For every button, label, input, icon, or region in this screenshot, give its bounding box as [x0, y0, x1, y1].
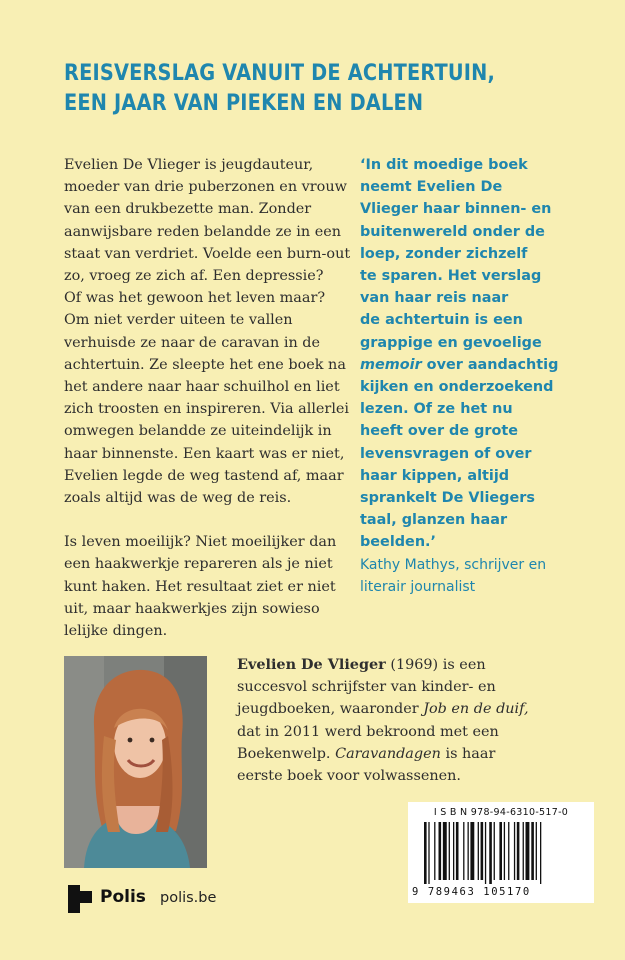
quote-line: de achtertuin is een: [360, 312, 523, 329]
bio-line-1: [237, 654, 597, 676]
blurb-line: aanwijsbare reden belandde ze in een: [64, 223, 342, 240]
blurb-line: Evelien De Vlieger is jeugdauteur,: [64, 157, 314, 173]
author-bio: [237, 654, 597, 787]
barcode-bars: [422, 822, 582, 884]
blurb-line: achtertuin. Ze sleepte het ene boek na: [64, 356, 346, 373]
bio-line-5-rest: is haar: [440, 745, 496, 762]
blurb-line: Evelien legde de weg tastend af, maar: [64, 467, 344, 484]
blurb-line: uit, maar haakwerkjes zijn sowieso: [64, 600, 320, 617]
blurb-line: Of was het gewoon het leven maar?: [64, 290, 326, 307]
polis-logo-icon: [68, 885, 94, 915]
bio-book-title-2: Caravandagen: [335, 745, 441, 762]
blurb-line: een haakwerkje repareren als je niet: [64, 556, 333, 573]
blurb-line: van een drukbezette man. Zonder: [64, 201, 312, 218]
quote-line: haar kippen, altijd: [360, 467, 510, 484]
quote-line: lezen. Of ze het nu: [360, 401, 513, 418]
attribution-line-1: Kathy Mathys, schrijver en: [360, 556, 547, 573]
headline-line-1: REISVERSLAG VANUIT DE ACHTERTUIN,: [64, 60, 496, 86]
quote-line: beelden.’: [360, 534, 436, 551]
bio-line-5-pre: Boekenwelp.: [237, 745, 336, 762]
quote-line: ‘In dit moedige boek: [360, 157, 528, 173]
quote-line: kijken en onderzoekend: [360, 379, 554, 396]
author-portrait-illustration: [64, 656, 207, 868]
quote-after-italic: over aandachtig: [421, 356, 559, 373]
quote-lines: [360, 154, 575, 354]
quote-line: van haar reis naar: [360, 290, 509, 307]
quote-line: buitenwereld onder de: [360, 223, 545, 240]
barcode-digits: 9 789463 105170: [412, 886, 531, 898]
blurb-line: staat van verdriet. Voelde een burn-out: [64, 245, 351, 262]
quote-line: neemt Evelien De: [360, 179, 503, 196]
quote-line: te sparen. Het verslag: [360, 268, 542, 285]
bio-author-name: Evelien De Vlieger: [237, 656, 386, 673]
isbn-text: I S B N 978-94-6310-517-0: [433, 807, 569, 818]
quote-line: levensvragen of over: [360, 445, 532, 462]
bio-line-2: succesvol schrijfster van kinder- en: [237, 679, 496, 696]
blurb: [64, 154, 364, 642]
blurb-paragraph-1: [64, 154, 364, 509]
quote-line: taal, glanzen haar: [360, 512, 508, 529]
quote-italic-word: memoir: [360, 356, 422, 373]
blurb-line: verhuisde ze naar de caravan in de: [64, 334, 321, 351]
attribution-line-2: literair journalist: [360, 578, 476, 595]
bio-book-title-1: Job en de duif,: [423, 701, 529, 718]
blurb-line: lelijke dingen.: [64, 623, 168, 640]
blurb-line: zoals altijd was de weg de reis.: [64, 490, 292, 507]
headline: [64, 58, 511, 118]
headline-line-2: EEN JAAR VAN PIEKEN EN DALEN: [64, 90, 424, 116]
quote-line: loep, zonder zichzelf: [360, 245, 528, 262]
quote-line: sprankelt De Vliegers: [360, 490, 535, 507]
blurb-line: Is leven moeilijk? Niet moeilijker dan: [64, 534, 337, 551]
quote-lines-after: [360, 376, 575, 554]
quote-line-italic: [360, 354, 575, 376]
blurb-line: Om niet verder uiteen te vallen: [64, 312, 293, 329]
blurb-line: zo, vroeg ze zich af. Een depressie?: [64, 268, 324, 285]
publisher-name: Polis: [100, 887, 146, 907]
blurb-line: moeder van drie puberzonen en vrouw: [64, 179, 347, 196]
quote-line: grappige en gevoelige: [360, 334, 542, 351]
isbn-barcode: [408, 802, 594, 903]
blurb-line: het andere naar haar schuilhol en liet: [64, 379, 340, 396]
bio-line-1-rest: (1969) is een: [385, 657, 486, 673]
bio-line-3-pre: jeugdboeken, waaronder: [237, 701, 424, 718]
blurb-line: kunt haken. Het resultaat ziet er niet: [64, 578, 336, 595]
blurb-line: zich troosten en inspireren. Via allerlei: [64, 401, 350, 418]
publisher-url[interactable]: polis.be: [160, 890, 217, 906]
blurb-line: omwegen belandde ze uiteindelijk in: [64, 423, 332, 440]
bio-line-3: [237, 698, 597, 720]
bio-line-6: eerste boek voor volwassenen.: [237, 768, 461, 785]
author-photo: [64, 656, 207, 868]
review-quote: [360, 154, 575, 598]
bio-line-5: [237, 743, 597, 765]
quote-attribution: [360, 554, 575, 598]
bio-line-4: dat in 2011 werd bekroond met een: [237, 723, 499, 740]
blurb-line: haar binnenste. Een kaart was er niet,: [64, 445, 345, 462]
blurb-paragraph-2: [64, 531, 364, 642]
quote-line: Vlieger haar binnen- en: [360, 201, 552, 218]
quote-line: heeft over de grote: [360, 423, 519, 440]
